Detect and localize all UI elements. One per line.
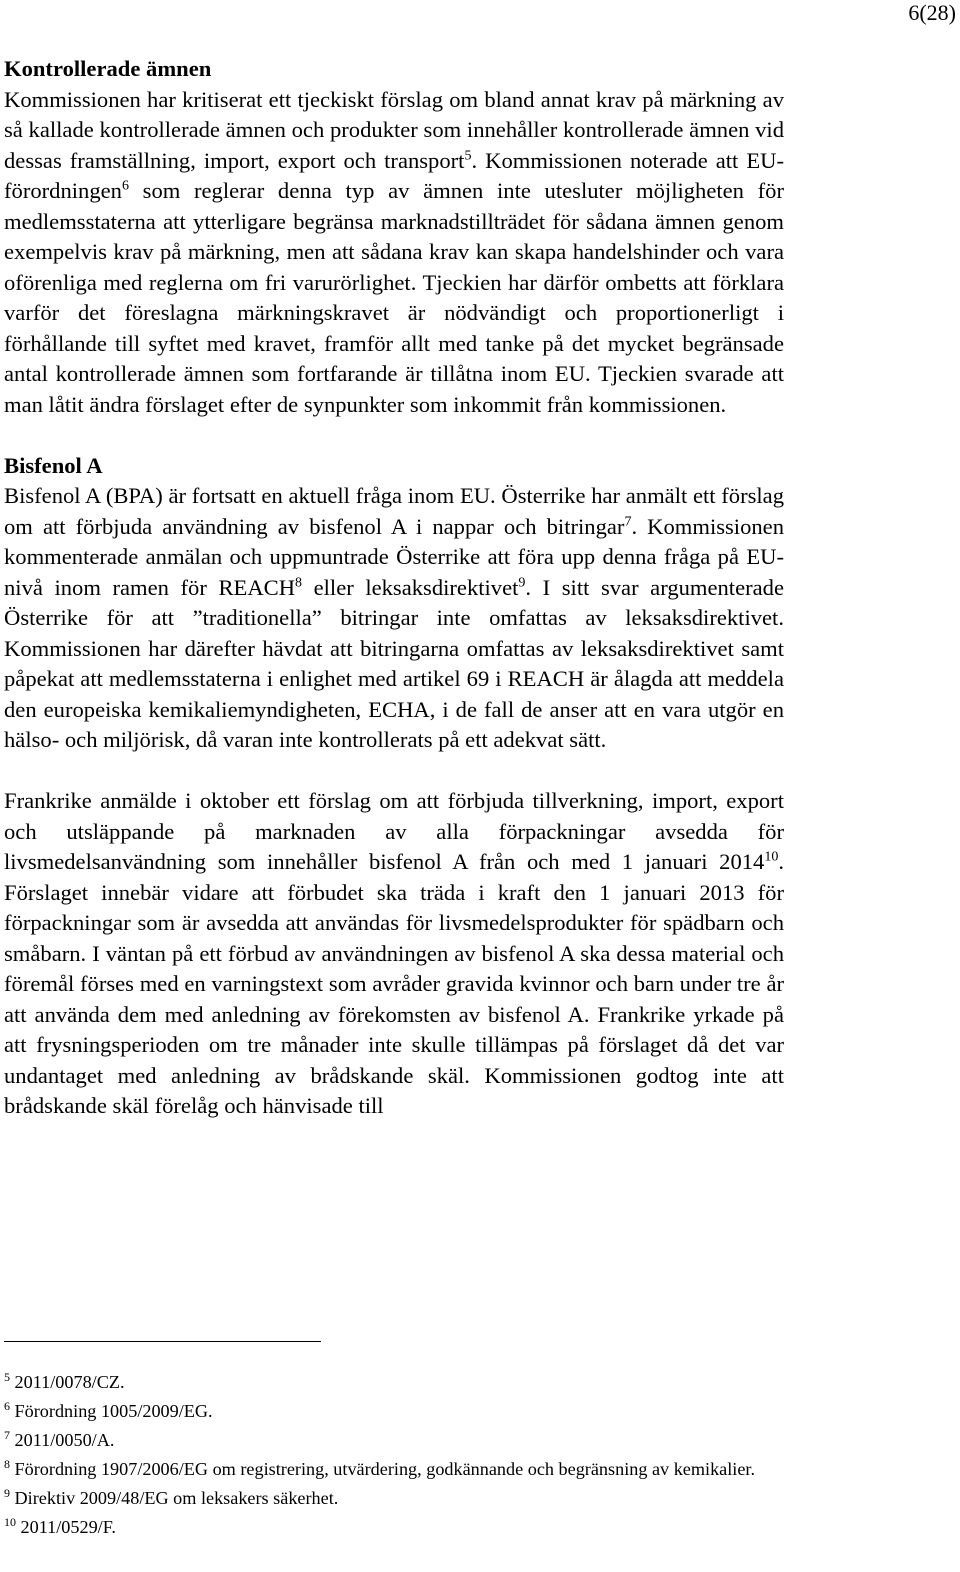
text-run: . Kommissionen noterade att EU-förordningen bbox=[4, 147, 784, 203]
text-run: . Förslaget innebär vidare att förbudet ska träda i kraft den 1 januari 2013 för förpackningar som är avsedda att användas för livsmedelsprodukter för spädbarn och småbarn. I väntan på ett förbud av användningen av bisfenol A ska dessa material och föremål förses med en varningstext som avråder gravida kvinnor och barn under tre år att använda dem med anledning av förekomsten av bisfenol A. Frankrike yrkade på att frysningsperioden om tre månader inte skulle tillämpas på förslaget då det var undantaget med anledning av brådskande skäl. Kommissionen godtog inte att brådskande skäl förelåg och hänvisade till bbox=[4, 849, 784, 1118]
document-body bbox=[4, 54, 784, 1122]
paragraph-spacer bbox=[4, 756, 784, 787]
text-run: . Kommissionen kommenterade anmälan och uppmuntrade Österrike att föra upp denna fråga på EU-nivå inom ramen för REACH bbox=[4, 513, 784, 600]
footnote-separator bbox=[4, 1341, 321, 1342]
footnote-ref-5[interactable]: 5 bbox=[464, 147, 472, 163]
footnote-9 bbox=[4, 1484, 788, 1513]
footnote-text: 2011/0529/F. bbox=[20, 1517, 116, 1537]
footnote-text: 2011/0050/A. bbox=[14, 1430, 115, 1450]
footnote-6 bbox=[4, 1397, 788, 1426]
footnotes bbox=[4, 1368, 788, 1542]
text-run: eller leksaksdirektivet bbox=[302, 574, 519, 600]
footnote-ref-7[interactable]: 7 bbox=[624, 513, 632, 529]
footnote-7 bbox=[4, 1426, 788, 1455]
footnote-number: 5 bbox=[4, 1369, 10, 1384]
footnote-text: Direktiv 2009/48/EG om leksakers säkerhet. bbox=[14, 1488, 339, 1508]
footnote-number: 6 bbox=[4, 1398, 10, 1413]
paragraph-spacer bbox=[4, 420, 784, 451]
footnote-text: Förordning 1907/2006/EG om registrering, utvärdering, godkännande och begränsning av kemikalier. bbox=[14, 1459, 756, 1479]
paragraph-kontrollerade bbox=[4, 85, 784, 421]
footnote-number: 9 bbox=[4, 1485, 10, 1500]
paragraph-bisfenol-osterrike bbox=[4, 481, 784, 756]
text-run: Bisfenol A (BPA) är fortsatt en aktuell fråga inom EU. Österrike har anmält ett förslag om att förbjuda användning av bisfenol A i nappar och bitringar bbox=[4, 483, 784, 539]
footnote-ref-8[interactable]: 8 bbox=[295, 574, 303, 590]
footnote-10 bbox=[4, 1513, 788, 1542]
footnote-ref-10[interactable]: 10 bbox=[764, 849, 779, 865]
page-number: 6(28) bbox=[908, 0, 956, 25]
footnote-ref-6[interactable]: 6 bbox=[121, 178, 129, 194]
section-heading-bisfenol: Bisfenol A bbox=[4, 452, 103, 478]
footnote-ref-9[interactable]: 9 bbox=[518, 574, 526, 590]
footnote-8 bbox=[4, 1455, 788, 1484]
footnote-text: Förordning 1005/2009/EG. bbox=[14, 1401, 213, 1421]
paragraph-bisfenol-frankrike bbox=[4, 786, 784, 1122]
text-run: Kommissionen har kritiserat ett tjeckiskt förslag om bland annat krav på märkning av så kallade kontrollerade ämnen och produkter som innehåller kontrollerade ämnen vid dessas framställning, import, export och transport bbox=[4, 86, 784, 173]
footnote-text: 2011/0078/CZ. bbox=[14, 1372, 125, 1392]
footnote-5 bbox=[4, 1368, 788, 1397]
footnote-number: 7 bbox=[4, 1427, 10, 1442]
text-run: Frankrike anmälde i oktober ett förslag om att förbjuda tillverkning, import, export och utsläppande på marknaden av alla förpackningar avsedda för livsmedelsanvändning som innehåller bisfenol A från och med 1 januari 2014 bbox=[4, 788, 784, 874]
text-run: . I sitt svar argumenterade Österrike för att ”traditionella” bitringar inte omfattas av leksaksdirektivet. Kommissionen har därefter hävdat att bitringarna omfattas av leksaksdirektivet samt påpekat att medlemsstaterna i enlighet med artikel 69 i REACH är ålagda att meddela den europeiska kemikaliemyndigheten, ECHA, i de fall de anser att en vara utgör en hälso- och miljörisk, då varan inte kontrollerats på ett adekvat sätt. bbox=[4, 574, 784, 752]
footnote-number: 8 bbox=[4, 1456, 10, 1471]
text-run: som reglerar denna typ av ämnen inte utesluter möjligheten för medlemsstaterna att ytterligare begränsa marknadstillträdet för sådana ämnen genom exempelvis krav på märkning, men att sådana krav kan skapa handelshinder och vara oförenliga med reglerna om fri varurörlighet. Tjeckien har därför ombetts att förklara varför det föreslagna märkningskravet är nödvändigt och proportionerligt i förhållande till syftet med kravet, framför allt med tanke på det mycket begränsade antal kontrollerade ämnen som fortfarande är tillåtna inom EU. Tjeckien svarade att man låtit ändra förslaget efter de synpunkter som inkommit från kommissionen. bbox=[4, 178, 784, 417]
footnote-number: 10 bbox=[4, 1514, 16, 1529]
section-heading-kontrollerade: Kontrollerade ämnen bbox=[4, 56, 212, 81]
